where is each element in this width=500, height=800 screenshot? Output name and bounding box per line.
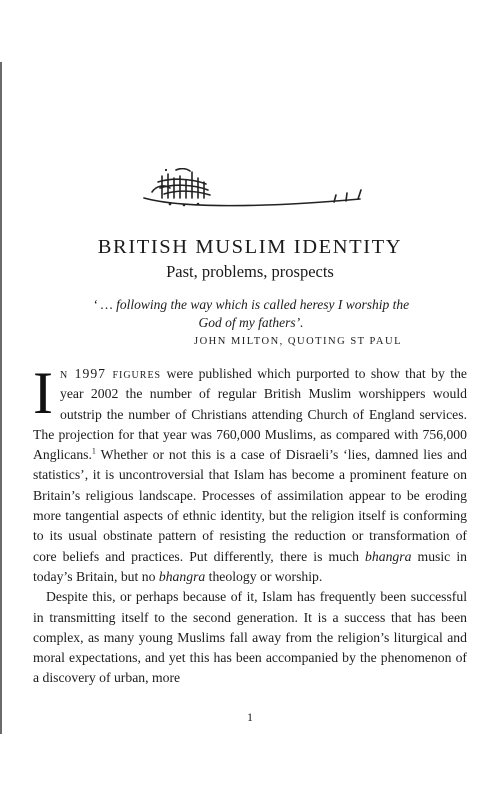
paragraph-2: Despite this, or perhaps because of it, Islam has frequently been successful in transmitting itself to the second generation. It is a success that has been complex, as many young Muslims fall away from the religion’s liturgical and moral expectations, and yet this has been accompanied by the phenomenon of a discovery of urban, more	[33, 589, 467, 686]
paragraph-1-text-c: music in today’s Britain, but no	[33, 548, 467, 584]
footnote-ref: 1	[91, 446, 96, 456]
body-text	[33, 360, 467, 689]
lead-in: n 1997 figures	[59, 366, 162, 381]
italic-bhangra-1: bhangra	[365, 548, 412, 564]
chapter-title: BRITISH MUSLIM IDENTITY	[97, 236, 403, 258]
drop-cap: I	[33, 360, 53, 426]
epigraph-quote: ‘ … following the way which is called heresy I worship the God of my fathers’.	[92, 297, 410, 330]
italic-bhangra-2: bhangra	[158, 568, 206, 584]
chapter-subtitle: Past, problems, prospects	[166, 262, 334, 281]
page-number: 1	[247, 710, 253, 724]
paragraph-1-text-b: Whether or not this is a case of Disraeli’s ‘lies, damned lies and statistics’, it is uncontroversial that Islam has become a prominent feature on Britain’s religious landscape. Processes of assimilation appear to be eroding more tangential aspects of ethnic identity, but the religion itself is conforming to its usual obstinate pattern of resisting the reduction or transformation of core beliefs and practices. Put differently, there is much	[33, 447, 467, 564]
paragraph-1-text-a: were published which purported to show that by the year 2002 the number of regular British Muslim worshippers would outstrip the number of Christians attending Church of England services. The projection for that year was 760,000 Muslims, as compared with 756,000 Anglicans.	[33, 366, 467, 463]
epigraph-source: JOHN MILTON, QUOTING ST PAUL	[194, 336, 402, 347]
basmala-calligraphy	[140, 168, 365, 212]
paragraph-1-text-d: theology or worship.	[205, 568, 323, 584]
paragraph-1	[33, 360, 467, 587]
page-edge-line	[0, 62, 2, 734]
